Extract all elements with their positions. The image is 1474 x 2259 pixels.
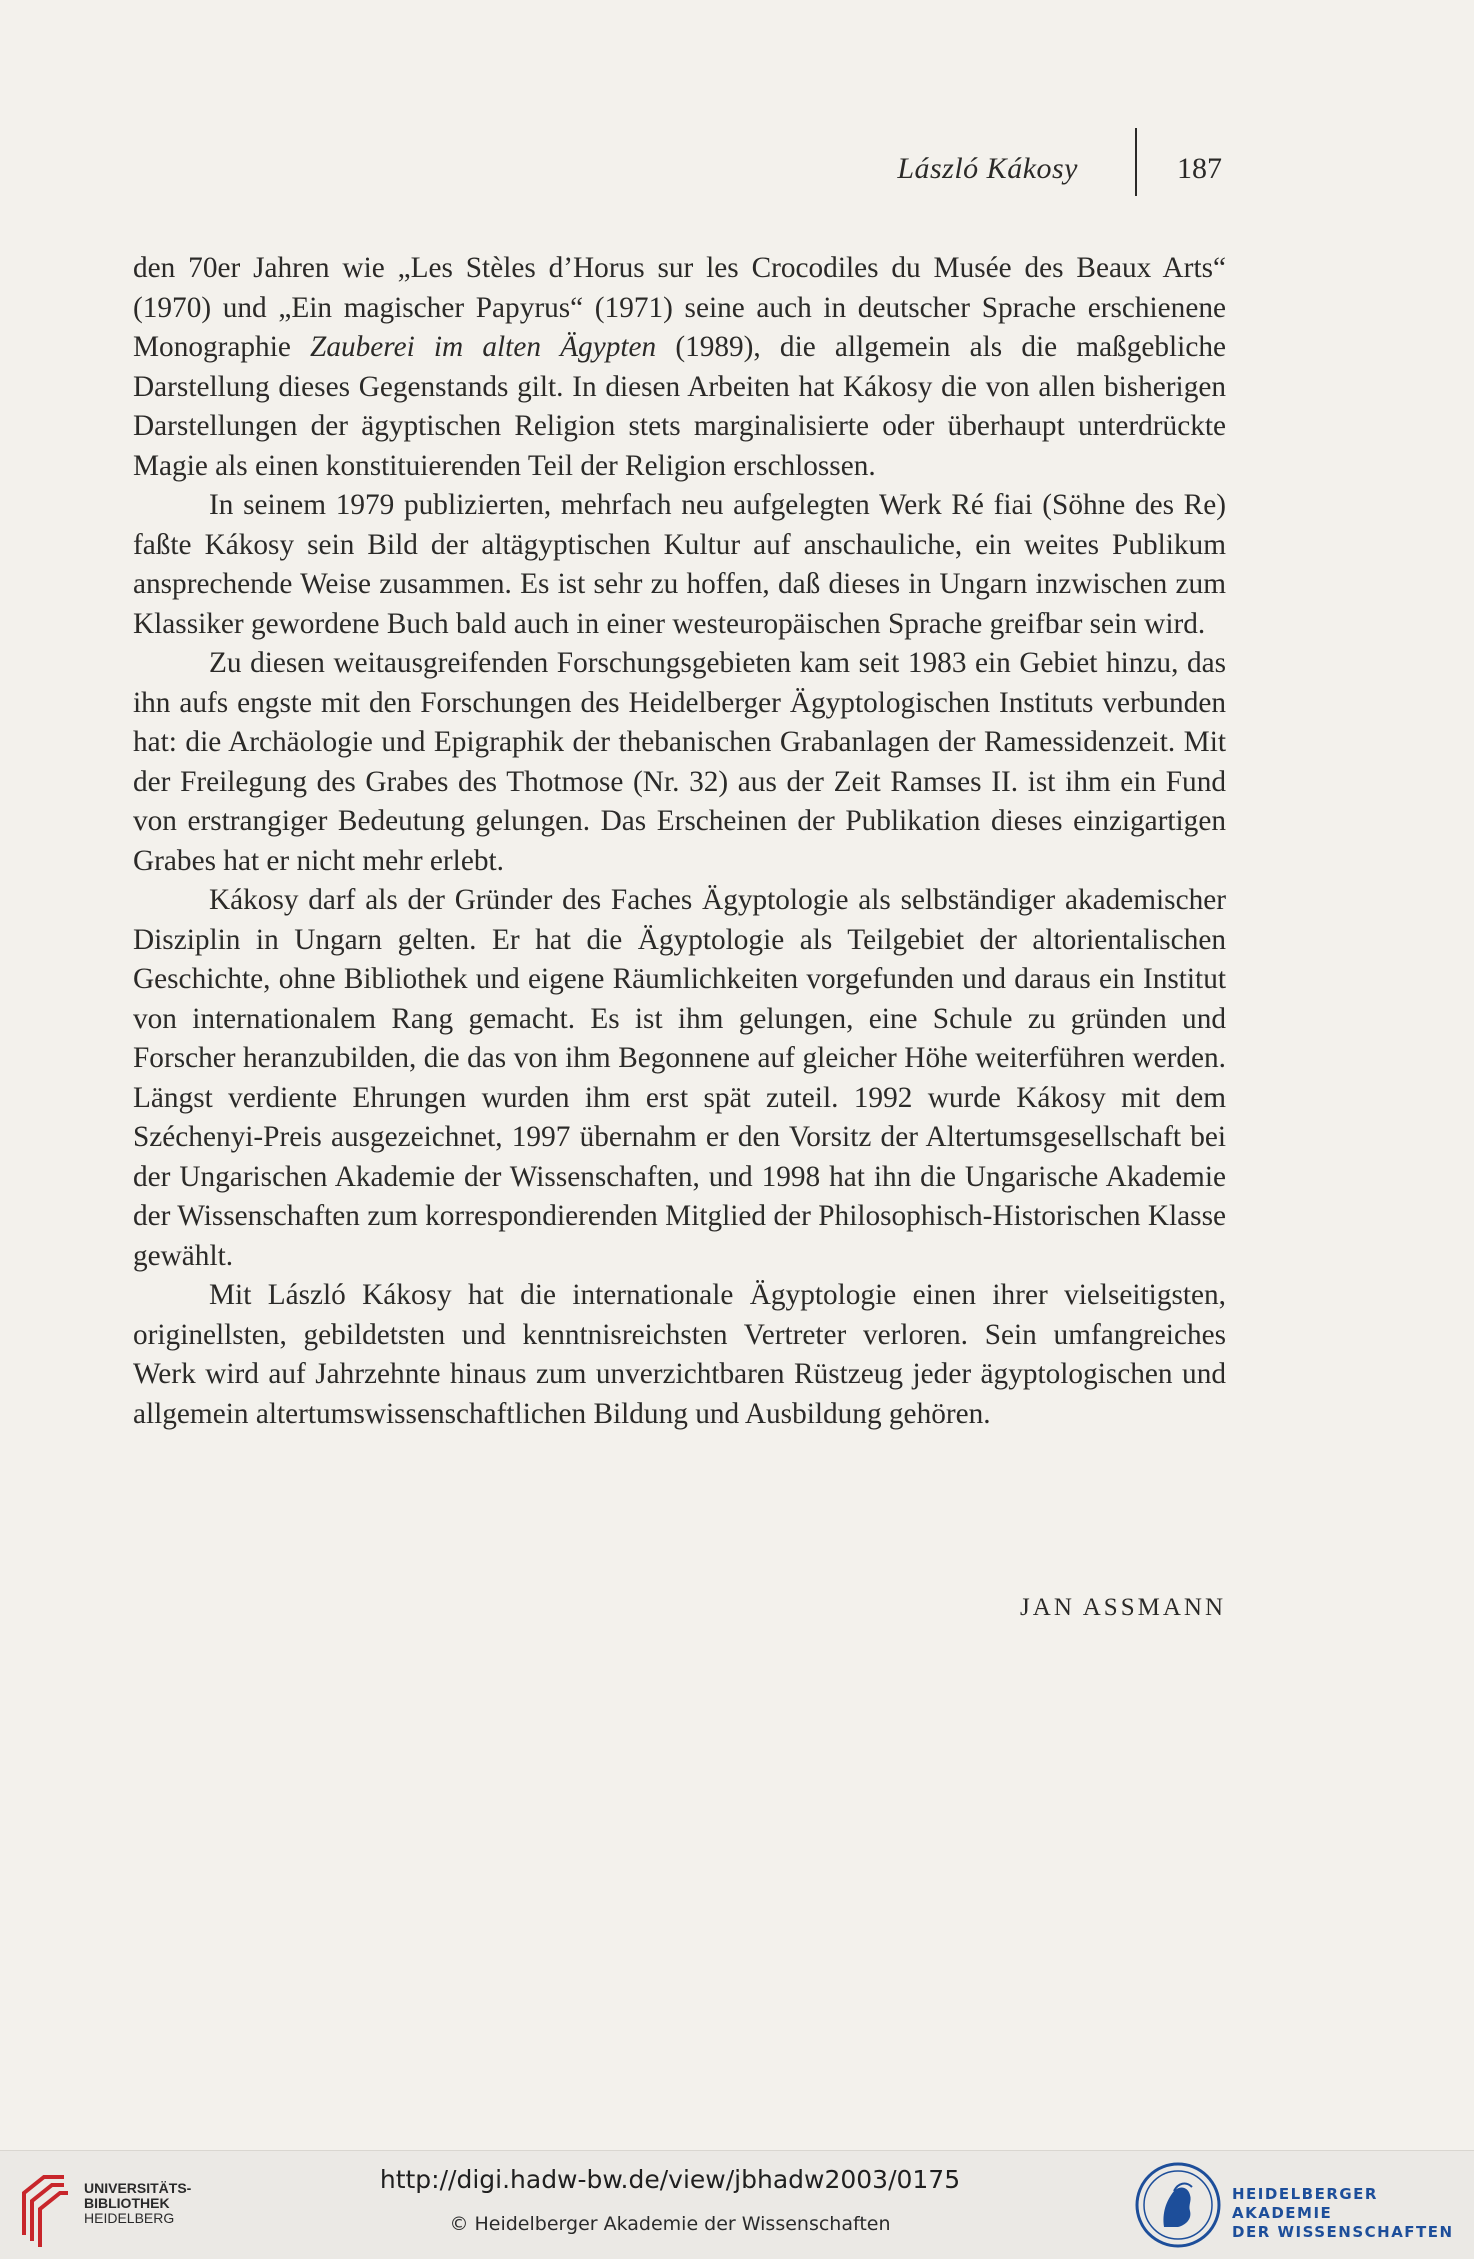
- paragraph-2: In seinem 1979 publizierten, mehrfach neu aufgelegten Werk Ré fiai (Söhne des Re) faßte Kákosy sein Bild der altägyptischen Kultur auf anschauliche, ein weites Publikum ansprechende Weise zusammen. Es ist sehr zu hoffen, daß dieses in Ungarn inzwischen zum Klassiker gewordene Buch bald auch in einer westeuropäischen Sprache greifbar sein wird.: [133, 489, 1226, 640]
- copyright-notice: © Heidelberger Akademie der Wissenschaften: [449, 2213, 891, 2235]
- library-name-line-2: BIBLIOTHEK: [84, 2195, 170, 2211]
- paragraph-4: Kákosy darf als der Gründer des Faches Ägyptologie als selbständiger akademischer Disziplin in Ungarn gelten. Er hat die Ägyptologie als Teilgebiet der altorientalischen Geschichte, ohne Bibliothek und eigene Räumlichkeiten vorgefunden und daraus ein Institut von internationalem Rang gemacht. Es ist ihm gelungen, eine Schule zu gründen und Forscher heranzubilden, die das von ihm Begonnene auf gleicher Höhe weiterführen werden. Längst verdiente Ehrungen wurden ihm erst spät zuteil. 1992 wurde Kákosy mit dem Széchenyi-Preis ausgezeichnet, 1997 übernahm er den Vorsitz der Altertumsgesellschaft bei der Ungarischen Akademie der Wissenschaften, und 1998 hat ihn die Ungarische Akademie der Wissenschaften zum korrespondierenden Mitglied der Philosophisch-Historischen Klasse gewählt.: [133, 884, 1226, 1272]
- body-text: [133, 249, 1226, 1434]
- paragraph-1-text-a: den 70er Jahren wie „Les Stèles d’Horus sur les Crocodiles du Musée des Beaux Arts“ (1970) und „Ein magischer Papyrus“ (1971) seine auch in deutscher Sprache erschienene Monographie: [133, 252, 1226, 363]
- running-head-divider: [1135, 128, 1137, 196]
- academy-name-line-1: HEIDELBERGER AKADEMIE: [1232, 2185, 1378, 2222]
- paragraph-5: Mit László Kákosy hat die internationale Ägyptologie einen ihrer vielseitigsten, originellsten, gebildetsten und kenntnisreichsten Vertreter verloren. Sein umfangreiches Werk wird auf Jahrzehnte hinaus zum unverzichtbaren Rüstzeug jeder ägyptologischen und allgemein altertumswissenschaftlichen Bildung und Ausbildung gehören.: [133, 1279, 1226, 1430]
- permalink-url[interactable]: http://digi.hadw-bw.de/view/jbhadw2003/0175: [379, 2165, 961, 2194]
- library-name-line-1: UNIVERSITÄTS-: [84, 2180, 192, 2196]
- author-signature: JAN ASSMANN: [1020, 1594, 1226, 1621]
- library-name-line-3: HEIDELBERG: [84, 2210, 175, 2226]
- paragraph-3: Zu diesen weitausgreifenden Forschungsgebieten kam seit 1983 ein Gebiet hinzu, das ihn aufs engste mit den Forschungen des Heidelberger Ägyptologischen Instituts verbunden hat: die Archäologie und Epigraphik der thebanischen Grabanlagen der Ramessidenzeit. Mit der Freilegung des Grabes des Thotmose (Nr. 32) aus der Zeit Ramses II. ist ihm ein Fund von erstrangiger Bedeutung gelungen. Das Erscheinen der Publikation dieses einzigartigen Grabes hat er nicht mehr erlebt.: [133, 647, 1226, 877]
- library-name: [84, 2181, 191, 2226]
- academy-name-line-2: DER WISSENSCHAFTEN: [1232, 2223, 1454, 2241]
- paragraph-1-text-b: (1989), die allgemein als die maßgebliche Darstellung dieses Gegenstands gilt. In diesen Arbeiten hat Kákosy die von allen bisherigen Darstellungen der ägyptischen Religion stets marginalisierte oder überhaupt unterdrückte Magie als einen konstituierenden Teil der Religion erschlossen.: [133, 331, 1226, 482]
- page-number: 187: [1177, 152, 1222, 185]
- academy-name: [1232, 2185, 1474, 2242]
- running-head-author: László Kákosy: [897, 152, 1078, 185]
- running-head: [0, 150, 1474, 194]
- library-logo-icon: [16, 2163, 72, 2247]
- footer-bar: [0, 2150, 1474, 2259]
- paragraph-1: [133, 249, 1226, 486]
- academy-seal-icon: [1134, 2161, 1222, 2249]
- book-title-zauberei: Zauberei im alten Ägypten: [310, 331, 657, 363]
